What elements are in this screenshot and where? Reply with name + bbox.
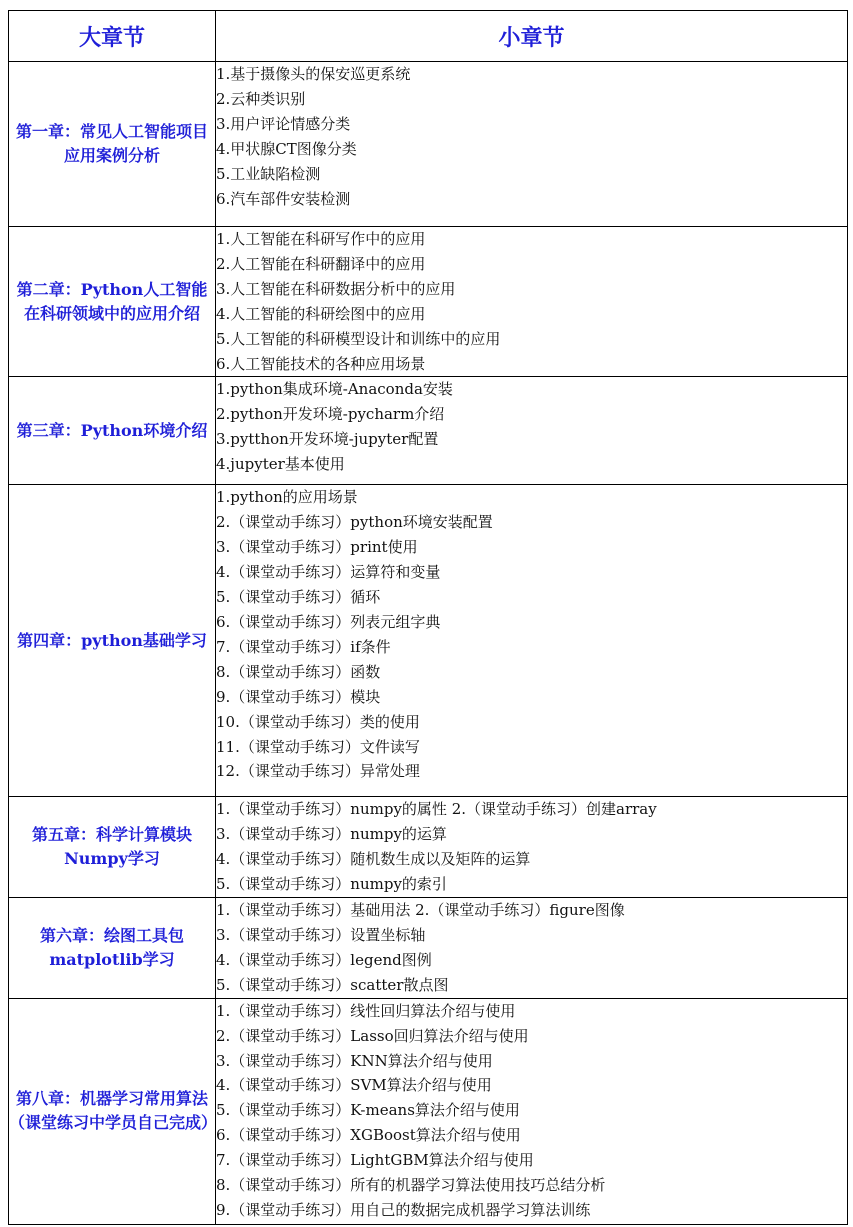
section-list	[216, 377, 848, 485]
section-item: 7.（课堂动手练习）LightGBM算法介绍与使用	[216, 1151, 534, 1170]
chapter-row	[9, 62, 848, 227]
section-list	[216, 62, 848, 227]
section-item: 4.甲状腺CT图像分类	[216, 139, 357, 158]
section-item: 1.（课堂动手练习）numpy的属性 2.（课堂动手练习）创建array	[216, 800, 657, 819]
section-item: 5.（课堂动手练习）scatter散点图	[216, 975, 449, 994]
section-item: 5.（课堂动手练习）K-means算法介绍与使用	[216, 1101, 520, 1120]
section-item: 1.python的应用场景	[216, 488, 358, 507]
chapter-title: 第一章：常见人工智能项目应用案例分析	[9, 62, 216, 227]
chapter-title: 第三章：Python环境介绍	[9, 377, 216, 485]
section-item: 4.（课堂动手练习）随机数生成以及矩阵的运算	[216, 850, 531, 869]
chapter-row	[9, 485, 848, 797]
syllabus-table	[8, 10, 848, 1225]
section-item: 3.（课堂动手练习）设置坐标轴	[216, 925, 426, 944]
section-item: 6.（课堂动手练习）XGBoost算法介绍与使用	[216, 1126, 521, 1145]
section-item: 11.（课堂动手练习）文件读写	[216, 737, 420, 756]
chapter-row	[9, 377, 848, 485]
section-item: 1.python集成环境-Anaconda安装	[216, 380, 453, 399]
section-item: 12.（课堂动手练习）异常处理	[216, 762, 420, 781]
chapter-row	[9, 797, 848, 898]
section-item: 5.工业缺陷检测	[216, 164, 321, 183]
section-item: 2.（课堂动手练习）python环境安装配置	[216, 513, 493, 532]
section-item: 5.（课堂动手练习）循环	[216, 588, 381, 607]
chapter-row	[9, 998, 848, 1224]
chapter-title: 第四章：python基础学习	[9, 485, 216, 797]
section-item: 4.（课堂动手练习）运算符和变量	[216, 563, 441, 582]
section-item: 3.pytthon开发环境-jupyter配置	[216, 430, 439, 449]
section-item: 2.python开发环境-pycharm介绍	[216, 405, 445, 424]
section-item: 9.（课堂动手练习）用自己的数据完成机器学习算法训练	[216, 1200, 591, 1219]
section-list	[216, 797, 848, 898]
section-item: 6.汽车部件安装检测	[216, 189, 351, 208]
section-item: 1.基于摄像头的保安巡更系统	[216, 65, 411, 83]
chapter-row	[9, 227, 848, 377]
section-list	[216, 485, 848, 797]
section-list	[216, 227, 848, 377]
section-item: 2.云种类识别	[216, 89, 306, 108]
section-item: 1.（课堂动手练习）线性回归算法介绍与使用	[216, 1001, 516, 1020]
section-item: 7.（课堂动手练习）if条件	[216, 637, 391, 656]
section-item: 3.用户评论情感分类	[216, 114, 351, 133]
section-item: 2.（课堂动手练习）Lasso回归算法介绍与使用	[216, 1026, 529, 1045]
header-minor: 小章节	[216, 11, 848, 62]
section-item: 9.（课堂动手练习）模块	[216, 687, 381, 706]
section-item: 5.（课堂动手练习）numpy的索引	[216, 875, 447, 894]
section-item: 3.（课堂动手练习）print使用	[216, 538, 418, 557]
section-item: 1.人工智能在科研写作中的应用	[216, 230, 426, 248]
section-item: 4.人工智能的科研绘图中的应用	[216, 304, 426, 323]
header-row	[9, 11, 848, 62]
section-list	[216, 998, 848, 1224]
section-item: 6.人工智能技术的各种应用场景	[216, 354, 426, 373]
header-major: 大章节	[9, 11, 216, 62]
chapter-title: 第二章：Python人工智能在科研领域中的应用介绍	[9, 227, 216, 377]
chapter-title: 第六章：绘图工具包matplotlib学习	[9, 898, 216, 999]
section-item: 8.（课堂动手练习）函数	[216, 662, 381, 681]
section-item: 3.（课堂动手练习）KNN算法介绍与使用	[216, 1051, 493, 1070]
section-item: 2.人工智能在科研翻译中的应用	[216, 254, 426, 273]
section-item: 3.人工智能在科研数据分析中的应用	[216, 279, 456, 298]
section-item: 6.（课堂动手练习）列表元组字典	[216, 612, 441, 631]
chapter-title: 第八章：机器学习常用算法（课堂练习中学员自己完成）	[9, 998, 216, 1224]
section-item: 4.（课堂动手练习）SVM算法介绍与使用	[216, 1076, 492, 1095]
section-item: 5.人工智能的科研模型设计和训练中的应用	[216, 329, 501, 348]
section-item: 4.jupyter基本使用	[216, 455, 345, 474]
chapter-title: 第五章：科学计算模块Numpy学习	[9, 797, 216, 898]
section-list	[216, 898, 848, 999]
section-item: 1.（课堂动手练习）基础用法 2.（课堂动手练习）figure图像	[216, 901, 625, 920]
section-item: 10.（课堂动手练习）类的使用	[216, 712, 420, 731]
section-item: 8.（课堂动手练习）所有的机器学习算法使用技巧总结分析	[216, 1176, 606, 1195]
section-item: 4.（课堂动手练习）legend图例	[216, 950, 432, 969]
section-item: 3.（课堂动手练习）numpy的运算	[216, 825, 447, 844]
chapter-row	[9, 898, 848, 999]
